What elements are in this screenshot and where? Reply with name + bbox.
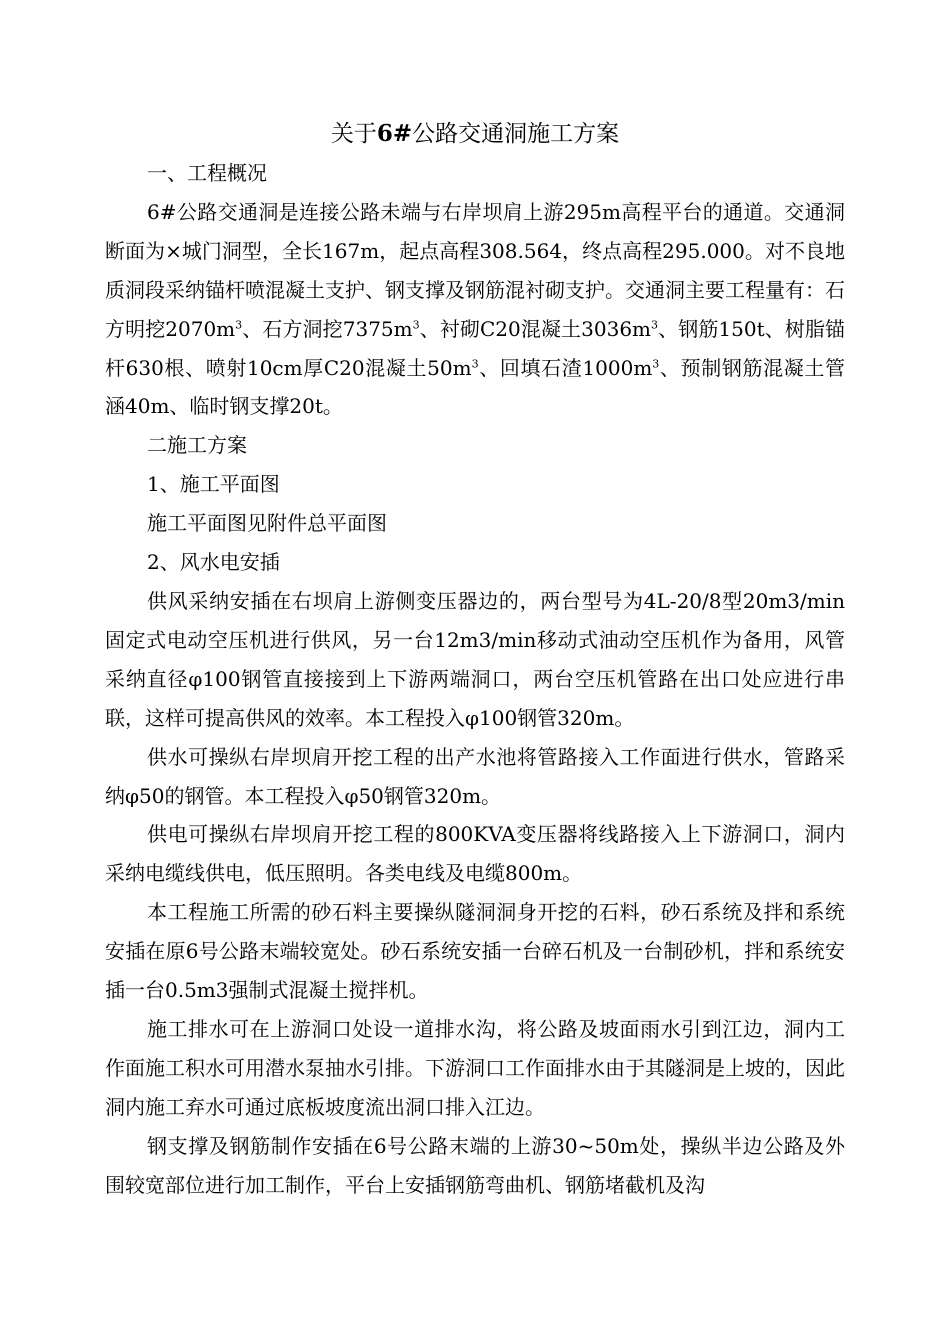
paragraph-layout: 施工平面图见附件总平面图	[147, 511, 387, 536]
paragraph-steel-fabrication: 钢支撑及钢筋制作安插在6号公路末端的上游30~50m处，操纵半边公路及外围较宽部位进行加工制作，平台上安插钢筋弯曲机、钢筋堵截机及沟	[105, 1133, 845, 1197]
quantity-item: 回填石渣1000m	[499, 355, 653, 380]
quantity-separator: 、	[658, 316, 679, 341]
quantity-item: 衬砌C20混凝土3036m	[439, 316, 652, 341]
paragraph-drainage: 施工排水可在上游洞口处设一道排水沟，将公路及坡面雨水引到江边，洞内工作面施工积水可用潜水泵抽水引排。下游洞口工作面排水由于其隧洞是上坡的，因此洞内施工弃水可通过底板坡度流出洞口排入江边。	[105, 1016, 845, 1119]
paragraph-overview: 6#公路交通洞是连接公路未端与右岸坝肩上游295m高程平台的通道。交通洞断面为×城门洞型，全长167m，起点高程308.564，终点高程295.000。对不良地质洞段采纳锚杆喷混凝土支护、钢支撑及钢筋混衬砌支护。交通洞主要工程量有：石方明挖$2070m^3$、石方洞挖$7375m^3$、衬砌C20混凝土$3036m^3$、钢筋150t、树脂锚杆630根、喷射10cm厚C20混凝土$50m^3$、回填石渣$1000m^3$、预制钢筋混凝土管涵40m、临时钢支撑20t。	[105, 199, 846, 419]
quantity-separator: 、	[419, 316, 440, 341]
unit-superscript: 3	[412, 317, 420, 331]
unit-superscript: 3	[651, 317, 659, 331]
quantity-separator: 、	[659, 355, 681, 380]
unit-superscript: 3	[652, 356, 660, 370]
document-title: 关于6#公路交通洞施工方案	[330, 120, 620, 147]
quantity-item: 预制钢筋混凝土管涵40m、临时钢支撑20t。	[105, 355, 846, 419]
document-page	[105, 114, 845, 1204]
section-heading-overview: 一、工程概况	[147, 161, 267, 185]
quantity-separator: 、	[478, 355, 500, 380]
unit-superscript: 3	[235, 317, 243, 331]
unit-superscript: 3	[471, 356, 479, 370]
paragraph-air-supply: 供风采纳安插在右坝肩上游侧变压器边的，两台型号为4L-20/8型20m3/min固定式电动空压机进行供风，另一台12m3/min移动式油动空压机作为备用，风管采纳直径φ100钢管直接接到上下游两端洞口，两台空压机管路在出口处应进行串联，这样可提高供风的效率。本工程投入φ100钢管320m。	[105, 588, 845, 730]
subsection-heading-layout: 1、施工平面图	[147, 472, 280, 497]
quantity-item: 钢筋150t、树脂锚杆630根、喷射10cm厚C20混凝土50m	[105, 316, 846, 380]
quantity-separator: 、	[242, 316, 263, 341]
section-heading-plan: 二施工方案	[147, 433, 247, 458]
quantity-item: 石方洞挖7375m	[262, 316, 413, 341]
paragraph-power-supply: 供电可操纵右岸坝肩开挖工程的800KVA变压器将线路接入上下游洞口，洞内采纳电缆线供电，低压照明。各类电线及电缆800m。	[105, 822, 845, 886]
paragraph-water-supply: 供水可操纵右岸坝肩开挖工程的出产水池将管路接入工作面进行供水，管路采纳φ50的钢管。本工程投入φ50钢管320m。	[105, 744, 845, 808]
quantity-item: 石方明挖2070m	[105, 277, 845, 341]
paragraph-aggregate: 本工程施工所需的砂石料主要操纵隧洞洞身开挖的石料，砂石系统及拌和系统安插在原6号公路末端较宽处。砂石系统安插一台碎石机及一台制砂机，拌和系统安插一台0.5m3强制式混凝土搅拌机。	[105, 900, 845, 1003]
subsection-heading-utilities: 2、风水电安插	[147, 550, 280, 575]
title-bold-number: 6#	[376, 120, 413, 147]
